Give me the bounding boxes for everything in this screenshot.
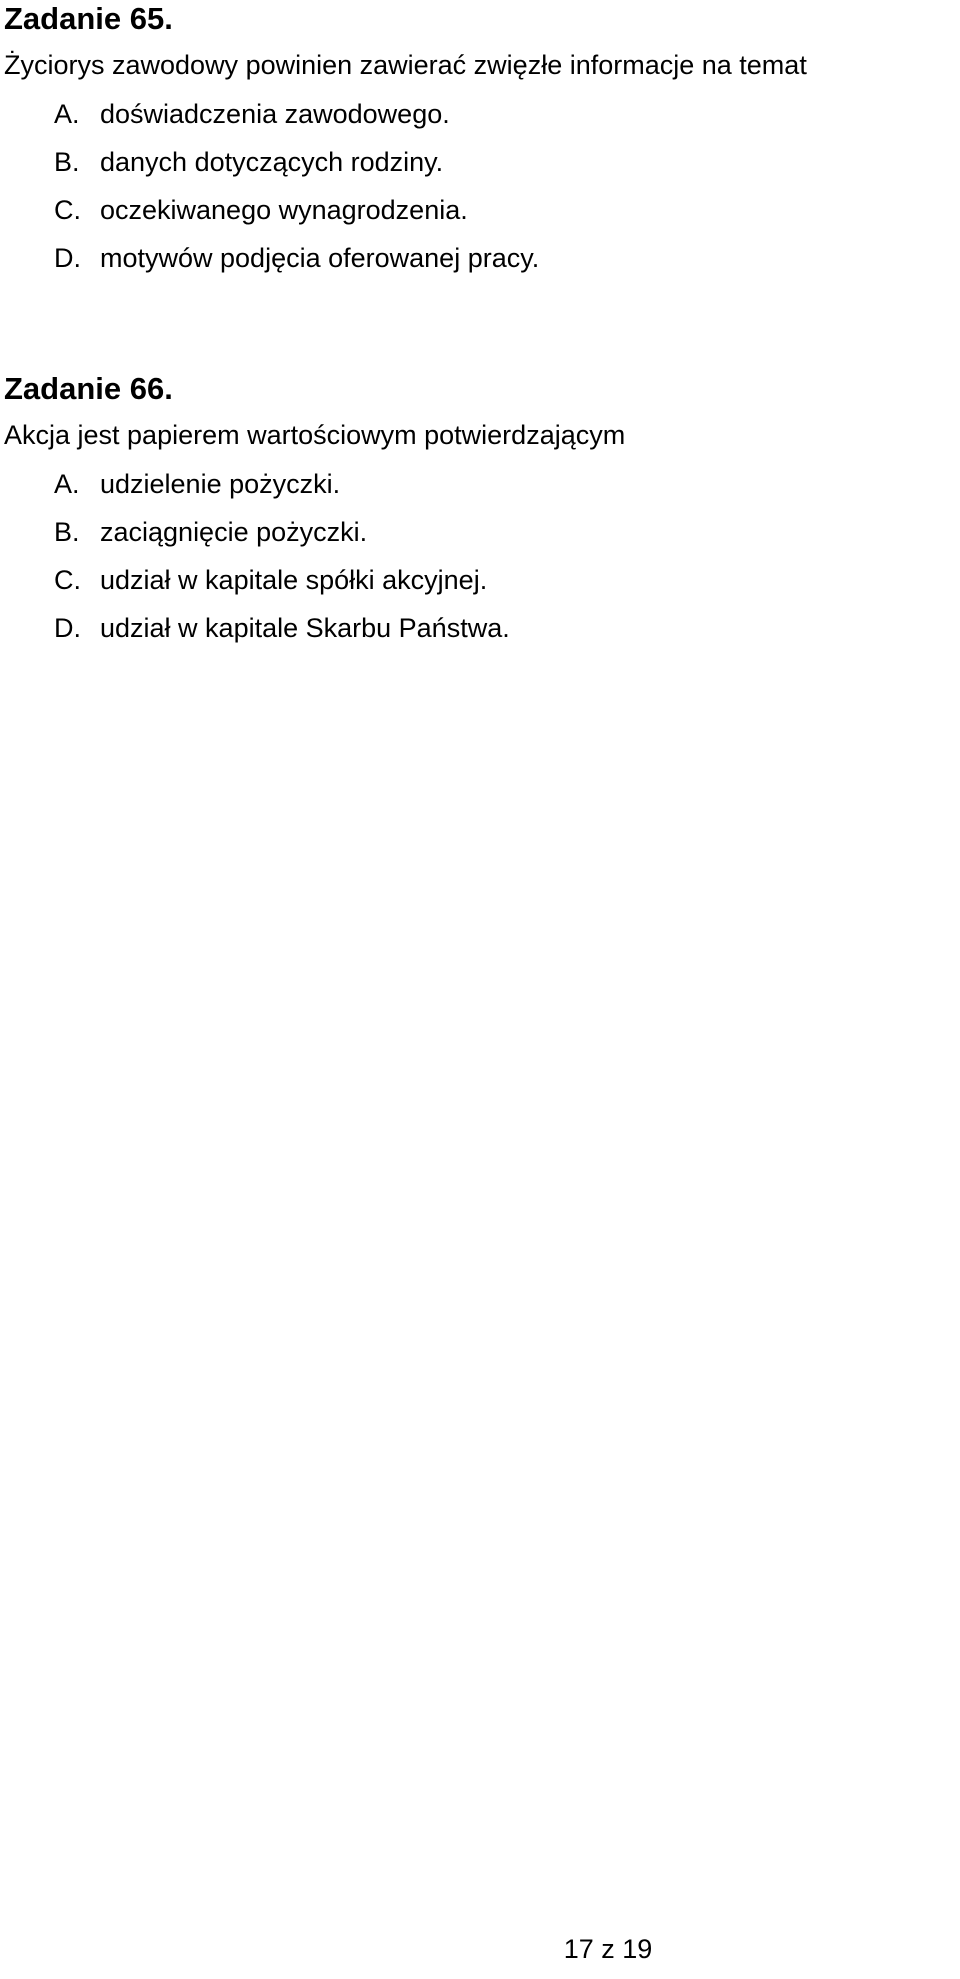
answer-option-a <box>4 97 954 131</box>
answer-option-c <box>4 193 954 227</box>
option-letter: C. <box>54 195 81 225</box>
option-text: udział w kapitale Skarbu Państwa. <box>100 613 510 643</box>
answer-option-c <box>4 563 954 597</box>
task-title: Zadanie 65. <box>4 1 173 36</box>
option-text: danych dotyczących rodziny. <box>100 147 444 177</box>
answer-options <box>4 467 954 645</box>
task-question: Życiorys zawodowy powinien zawierać zwięzłe informacje na temat <box>4 50 807 80</box>
task-question: Akcja jest papierem wartościowym potwierdzającym <box>4 420 626 450</box>
option-letter: A. <box>54 99 80 129</box>
option-letter: D. <box>54 243 81 273</box>
option-text: zaciągnięcie pożyczki. <box>100 517 368 547</box>
task-title: Zadanie 66. <box>4 371 173 406</box>
option-text: oczekiwanego wynagrodzenia. <box>100 195 468 225</box>
option-letter: B. <box>54 517 80 547</box>
answer-option-b <box>4 515 954 549</box>
answer-option-d <box>4 241 954 275</box>
task-66 <box>4 370 954 659</box>
option-letter: D. <box>54 613 81 643</box>
option-text: motywów podjęcia oferowanej pracy. <box>100 243 540 273</box>
answer-option-b <box>4 145 954 179</box>
answer-options <box>4 97 954 275</box>
task-65 <box>4 0 954 289</box>
answer-option-d <box>4 611 954 645</box>
option-text: udział w kapitale spółki akcyjnej. <box>100 565 488 595</box>
option-text: udzielenie pożyczki. <box>100 469 341 499</box>
answer-option-a <box>4 467 954 501</box>
page-number: 17 z 19 <box>563 1934 653 1964</box>
option-text: doświadczenia zawodowego. <box>100 99 450 129</box>
option-letter: A. <box>54 469 80 499</box>
option-letter: B. <box>54 147 80 177</box>
option-letter: C. <box>54 565 81 595</box>
